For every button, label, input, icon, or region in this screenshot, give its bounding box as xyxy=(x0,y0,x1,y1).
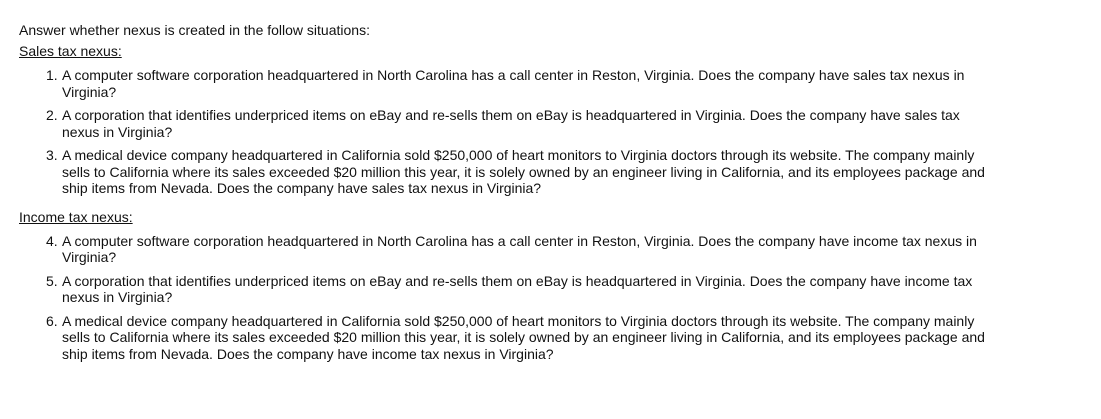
question-text: A medical device company headquartered in California sold $250,000 of heart monitors to Virginia doctors through its website. The company mainly sells to California where its sales exceeded $20 million this year, it is solely owned by an engineer living in California, and its employees package and ship items from Nevada. Does the company have income tax nexus in Virginia? xyxy=(62,312,985,362)
question-item xyxy=(19,147,1089,197)
question-number: 4. xyxy=(46,232,58,249)
question-number: 5. xyxy=(46,272,58,289)
question-number: 3. xyxy=(46,147,58,163)
intro-text: Answer whether nexus is created in the follow situations: xyxy=(19,22,370,38)
question-item xyxy=(19,273,1089,306)
question-number: 2. xyxy=(46,107,58,123)
question-number: 6. xyxy=(46,312,58,329)
income-tax-question-list xyxy=(19,233,1089,363)
question-text: A medical device company headquartered in California sold $250,000 of heart monitors to Virginia doctors through its website. The company mainly sells to California where its sales exceeded $20 million this year, it is solely owned by an engineer living in California, and its employees package and ship items from Nevada. Does the company have sales tax nexus in Virginia? xyxy=(62,147,985,196)
income-tax-heading: Income tax nexus: xyxy=(19,208,133,225)
question-item xyxy=(19,107,1089,140)
sales-tax-heading: Sales tax nexus: xyxy=(19,43,122,59)
question-item xyxy=(19,233,1089,266)
question-text: A corporation that identifies underpriced items on eBay and re-sells them on eBay is headquartered in Virginia. Does the company have income tax nexus in Virginia? xyxy=(62,272,973,305)
question-number: 1. xyxy=(46,67,58,83)
question-text: A computer software corporation headquartered in North Carolina has a call center in Reston, Virginia. Does the company have sales tax nexus in Virginia? xyxy=(62,67,965,100)
sales-tax-question-list xyxy=(19,67,1089,197)
document xyxy=(19,22,1089,362)
question-item xyxy=(19,67,1089,100)
question-text: A corporation that identifies underpriced items on eBay and re-sells them on eBay is headquartered in Virginia. Does the company have sales tax nexus in Virginia? xyxy=(62,107,960,140)
question-item xyxy=(19,313,1089,363)
question-text: A computer software corporation headquartered in North Carolina has a call center in Reston, Virginia. Does the company have income tax nexus in Virginia? xyxy=(62,232,977,265)
